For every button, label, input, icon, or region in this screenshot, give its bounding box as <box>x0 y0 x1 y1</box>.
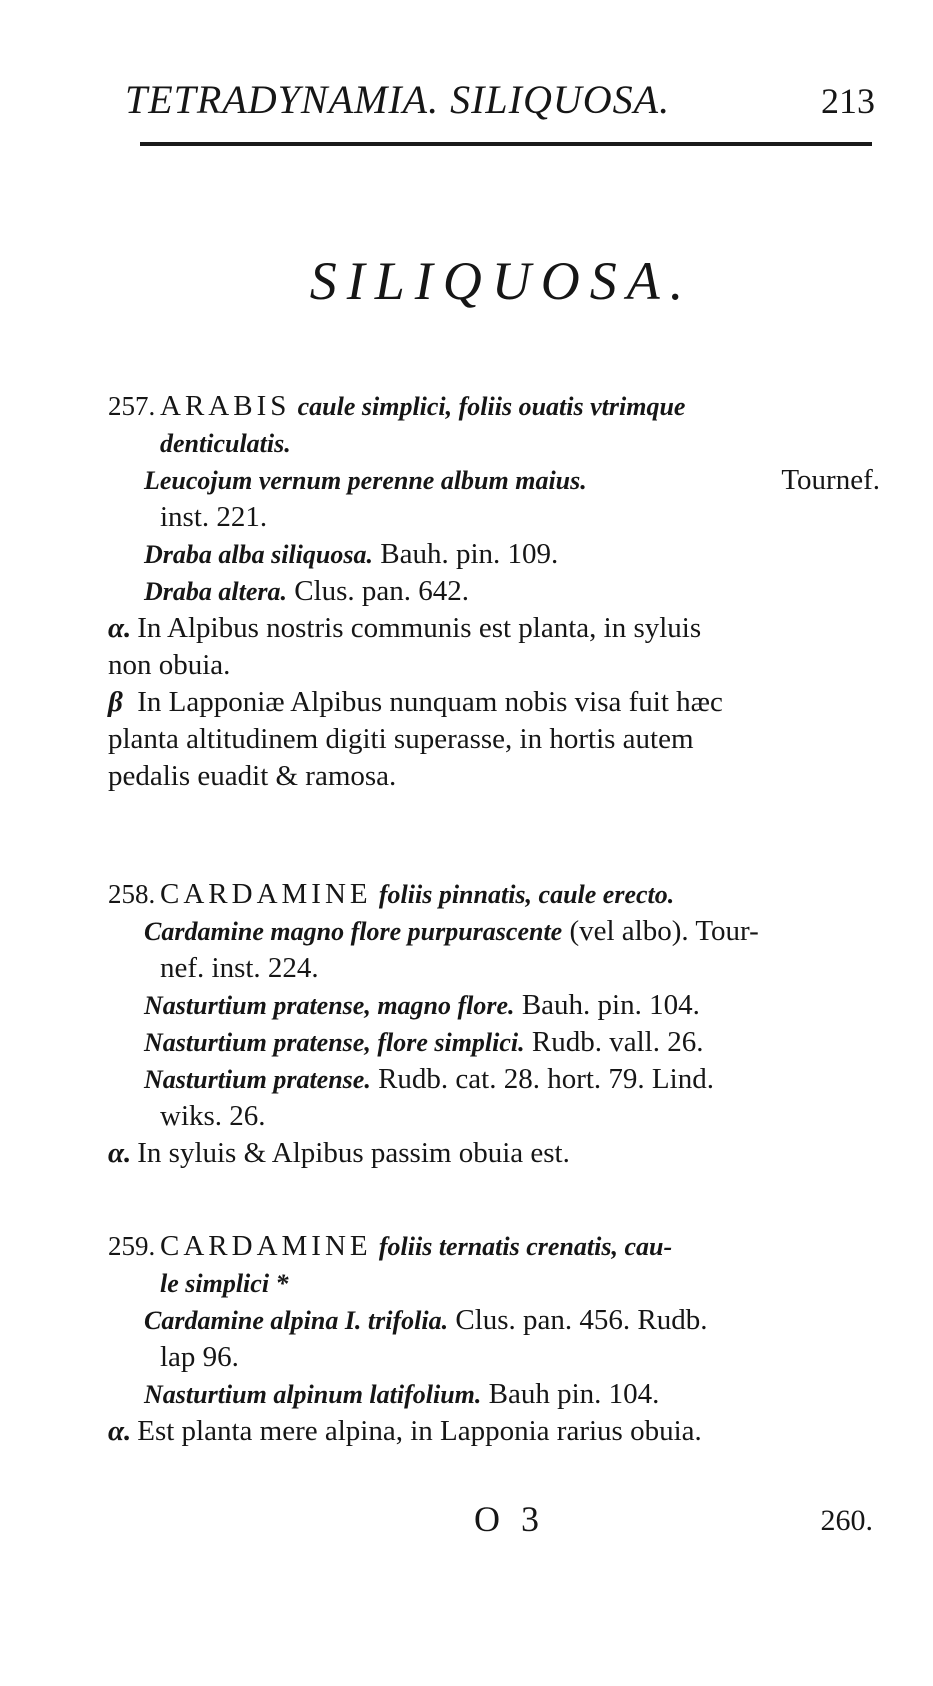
running-title: TETRADYNAMIA. SILIQUOSA. <box>125 77 671 122</box>
synonym-line: Cardamine alpina I. trifolia. Clus. pan. 456. Rudb. <box>144 1304 708 1336</box>
genus-name: ARABIS <box>160 390 291 422</box>
synonym-line: nef. inst. 224. <box>160 952 319 984</box>
note-line: pedalis euadit & ramosa. <box>108 760 397 792</box>
page-number: 213 <box>821 81 875 121</box>
entry-heading <box>108 876 880 913</box>
header-rule <box>140 142 872 146</box>
note-line: α. In syluis & Alpibus passim obuia est. <box>108 1137 570 1169</box>
diagnosis: foliis pinnatis, caule erecto. <box>378 880 675 909</box>
synonym-line: Nasturtium pratense. Rudb. cat. 28. hort. 79. Lind. <box>144 1063 714 1095</box>
note-line: α. Est planta mere alpina, in Lapponia rarius obuia. <box>108 1415 702 1447</box>
entry-heading <box>108 1228 880 1265</box>
entry-number: 259. <box>108 1231 156 1261</box>
synonym-line: Nasturtium alpinum latifolium. Bauh pin. 104. <box>144 1378 660 1410</box>
synonym-line: Nasturtium pratense, flore simplici. Rudb. vall. 26. <box>144 1026 704 1058</box>
synonym-line: Leucojum vernum perenne album maius. Tournef. <box>144 464 880 496</box>
synonym-line: wiks. 26. <box>160 1100 266 1132</box>
diagnosis: caule simplici, foliis ouatis vtrimque <box>297 392 686 421</box>
diagnosis: foliis ternatis crenatis, cau- <box>378 1232 673 1261</box>
section-title: SILIQUOSA. <box>309 251 694 311</box>
entry-number: 257. <box>108 391 156 421</box>
signature-mark: O 3 <box>474 1499 545 1539</box>
synonym-line: Cardamine magno flore purpurascente (vel albo). Tour- <box>144 915 759 947</box>
note-line: non obuia. <box>108 649 231 681</box>
note-line: α. In Alpibus nostris communis est planta, in syluis <box>108 612 702 644</box>
entry-number: 258. <box>108 879 156 909</box>
diagnosis-continued: denticulatis. <box>160 429 291 458</box>
catchword: 260. <box>820 1504 873 1537</box>
synonym-line: lap 96. <box>160 1341 239 1373</box>
diagnosis-continued: le simplici * <box>160 1269 289 1298</box>
synonym-line: inst. 221. <box>160 501 268 533</box>
genus-name: CARDAMINE <box>160 878 372 910</box>
synonym-line: Draba alba siliquosa. Bauh. pin. 109. <box>144 538 559 570</box>
species-entry-257 <box>108 388 880 795</box>
species-entry-258 <box>108 876 880 1172</box>
genus-name: CARDAMINE <box>160 1230 372 1262</box>
running-header <box>125 76 875 136</box>
note-line: β In Lapponiæ Alpibus nunquam nobis visa fuit hæc <box>108 686 723 718</box>
synonym-line: Draba altera. Clus. pan. 642. <box>144 575 470 607</box>
species-entry-259 <box>108 1228 880 1450</box>
entry-heading <box>108 388 880 425</box>
synonym-line: Nasturtium pratense, magno flore. Bauh. pin. 104. <box>144 989 700 1021</box>
note-line: planta altitudinem digiti superasse, in hortis autem <box>108 723 694 755</box>
